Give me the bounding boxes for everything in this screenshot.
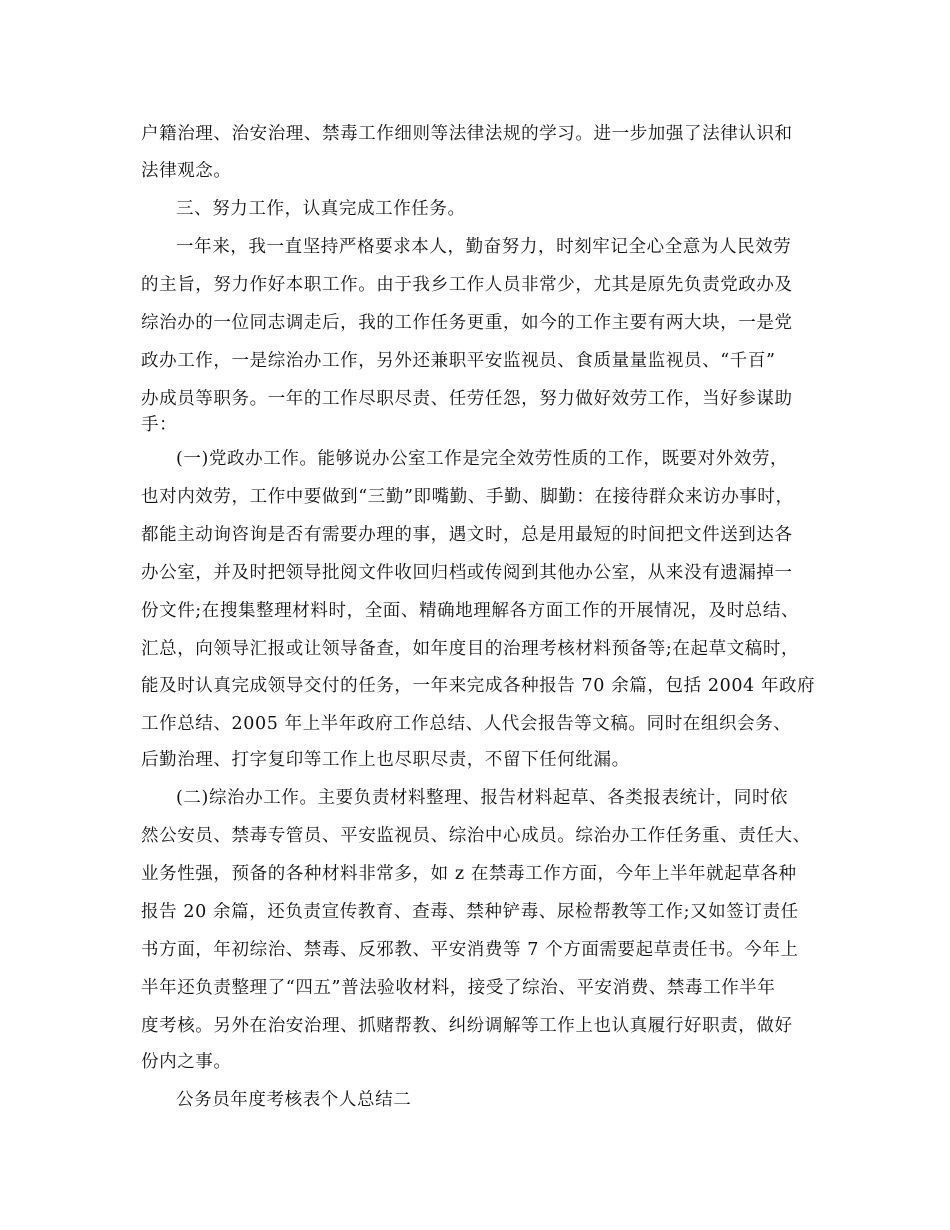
text-line: 户籍治理、治安治理、禁毒工作细则等法律法规的学习。进一步加强了法律认识和 bbox=[141, 124, 793, 144]
text-line: 一年来，我一直坚持严格要求本人，勤奋努力，时刻牢记全心全意为人民效劳 bbox=[176, 237, 792, 257]
text-line: 报告 20 余篇，还负责宣传教育、查毒、禁种铲毒、尿检帮教等工作;又如签订责任 bbox=[141, 902, 799, 922]
text-line: 半年还负责整理了“四五”普法验收材料，接受了综治、平安消费、禁毒工作半年 bbox=[141, 978, 776, 998]
text-line: 也对内效劳，工作中要做到“三勤”即嘴勤、手勤、脚勤：在接待群众来访办事时， bbox=[141, 487, 794, 507]
text-line: 政办工作，一是综治办工作，另外还兼职平安监视员、食质量量监视员、“千百” bbox=[141, 351, 776, 371]
text-line: (一)党政办工作。能够说办公室工作是完全效劳性质的工作，既要对外效劳， bbox=[176, 449, 789, 469]
text-line: 业务性强，预备的各种材料非常多，如 z 在禁毒工作方面，今年上半年就起草各种 bbox=[141, 864, 797, 884]
text-line: 度考核。另外在治安治理、抓赌帮教、纠纷调解等工作上也认真履行好职责，做好 bbox=[141, 1016, 793, 1036]
text-line: 后勤治理、打字复印等工作上也尽职尽责，不留下任何纰漏。 bbox=[141, 750, 630, 770]
text-line: 份文件;在搜集整理材料时，全面、精确地理解各方面工作的开展情况，及时总结、 bbox=[141, 601, 800, 621]
text-line: 的主旨，努力作好本职工作。由于我乡工作人员非常少，尤其是原先负责党政办及 bbox=[141, 275, 793, 295]
text-line: 份内之事。 bbox=[141, 1052, 232, 1072]
text-line: 办成员等职务。一年的工作尽职尽责、任劳任怨，努力做好效劳工作，当好参谋助 bbox=[141, 389, 793, 409]
text-line: 手： bbox=[141, 415, 178, 435]
text-line: 法律观念。 bbox=[141, 161, 232, 181]
text-line: 然公安员、禁毒专管员、平安监视员、综治中心成员。综治办工作任务重、责任大、 bbox=[141, 826, 811, 846]
text-line: (二)综治办工作。主要负责材料整理、报告材料起草、各类报表统计，同时依 bbox=[176, 788, 789, 808]
text-line: 书方面，年初综治、禁毒、反邪教、平安消费等 7 个方面需要起草责任书。今年上 bbox=[141, 940, 799, 960]
text-line: 汇总，向领导汇报或让领导备查，如年度目的治理考核材料预备等;在起草文稿时， bbox=[141, 639, 800, 659]
section-heading: 三、努力工作，认真完成工作任务。 bbox=[176, 199, 466, 219]
text-line: 能及时认真完成领导交付的任务，一年来完成各种报告 70 余篇，包括 2004 年政府 bbox=[141, 676, 816, 696]
text-line: 综治办的一位同志调走后，我的工作任务更重，如今的工作主要有两大块，一是党 bbox=[141, 313, 793, 333]
text-line: 办公室，并及时把领导批阅文件收回归档或传阅到其他办公室，从来没有遗漏掉一 bbox=[141, 563, 793, 583]
text-line: 都能主动询咨询是否有需要办理的事，遇文时，总是用最短的时间把文件送到达各 bbox=[141, 525, 793, 545]
section-heading: 公务员年度考核表个人总结二 bbox=[176, 1090, 412, 1110]
text-line: 工作总结、2005 年上半年政府工作总结、人代会报告等文稿。同时在组织会务、 bbox=[141, 714, 792, 734]
